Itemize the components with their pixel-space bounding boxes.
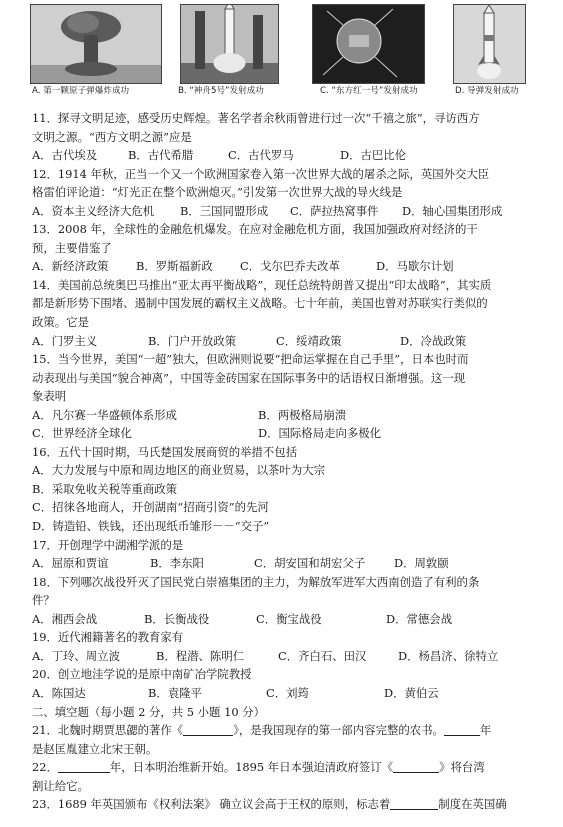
caption-b: B. “神舟5号”发射成功 bbox=[178, 86, 264, 96]
q12-option-c[interactable]: C．萨拉热窝事件 bbox=[290, 203, 379, 218]
q11-option-b[interactable]: B．古代希腊 bbox=[128, 148, 194, 163]
q11-option-c[interactable]: C．古代罗马 bbox=[228, 148, 294, 163]
q13-option-d[interactable]: D．马歇尔计划 bbox=[376, 259, 454, 274]
q15-option-a[interactable]: A．凡尔赛一华盛顿体系形成 bbox=[32, 407, 177, 422]
caption-a: A. 第一颗原子弹爆炸成功 bbox=[32, 86, 130, 96]
q16-option-d[interactable]: D．铸造铅、铁钱，还出现纸币雏形－－“交子” bbox=[32, 519, 270, 534]
q22-text-1: 22． bbox=[32, 760, 58, 775]
q18-stem: 18．下列哪次战役歼灭了国民党白崇禧集团的主力，为解放军进军大西南创造了有利的条 bbox=[32, 574, 480, 589]
q14-option-d[interactable]: D．冷战政策 bbox=[400, 333, 467, 348]
photo-dongfanghong-1 bbox=[312, 4, 425, 84]
q13-stem: 13．2008 年，全球性的金融危机爆发。在应对金融危机方面，我国加强政府对经济的干 bbox=[32, 222, 478, 237]
q14-stem-cont: 都是新形势下围堵、遏制中国发展的霸权主义战略。七十年前，美国也曾对苏联实行类似的 bbox=[32, 296, 488, 311]
q19-options bbox=[32, 647, 530, 666]
q16-option-b[interactable]: B．采取免收关税等重商政策 bbox=[32, 481, 178, 496]
q13-option-a[interactable]: A．新经济政策 bbox=[32, 259, 109, 274]
q11-option-a[interactable]: A．古代埃及 bbox=[32, 148, 98, 163]
q21-blank-1[interactable] bbox=[183, 723, 233, 736]
q21-line1 bbox=[32, 721, 530, 740]
q22-blank-1[interactable] bbox=[58, 760, 110, 773]
q18-option-b[interactable]: B．长衡战役 bbox=[144, 611, 210, 626]
q14-option-b[interactable]: B．门户开放政策 bbox=[148, 333, 237, 348]
q12-options bbox=[32, 202, 530, 221]
caption-d: D. 导弹发射成功 bbox=[455, 86, 519, 96]
q17-option-c[interactable]: C．胡安国和胡宏父子 bbox=[254, 556, 366, 571]
q13-option-b[interactable]: B．罗斯福新政 bbox=[136, 259, 213, 274]
q15-options-row1 bbox=[32, 406, 530, 425]
q18-options bbox=[32, 610, 530, 629]
q20-option-c[interactable]: C．刘筠 bbox=[266, 685, 309, 700]
q18-option-c[interactable]: C．衡宝战役 bbox=[256, 611, 322, 626]
q16-option-a[interactable]: A．大力发展与中原和周边地区的商业贸易，以茶叶为大宗 bbox=[32, 463, 325, 478]
q12-stem-cont: 格雷伯评论道：“灯光正在整个欧洲熄灭。”引发第一次世界大战的导火线是 bbox=[32, 185, 403, 200]
q16-stem: 16．五代十国时期，马氏楚国发展商贸的举措不包括 bbox=[32, 444, 298, 459]
q22-line2: 割让给它。 bbox=[32, 778, 89, 793]
missile-image bbox=[454, 5, 525, 83]
q19-option-b[interactable]: B．程潜、陈明仁 bbox=[156, 648, 245, 663]
q15-stem-cont2: 象表明 bbox=[32, 389, 67, 404]
q22-text-2: 年，日本明治维新开始。1895 年日本强迫清政府签订《 bbox=[109, 760, 394, 775]
q13-option-c[interactable]: C．戈尔巴乔夫改革 bbox=[240, 259, 340, 274]
q15-stem: 15．当今世界，美国“一超”独大，但欧洲则说要“把命运掌握在自己手里”，日本也时而 bbox=[32, 352, 469, 367]
photo-strip bbox=[0, 0, 563, 106]
q13-stem-cont: 预，主要借鉴了 bbox=[32, 240, 112, 255]
q21-blank-2[interactable] bbox=[444, 723, 480, 736]
q23-text-2: 制度在英国确 bbox=[438, 797, 507, 812]
q12-stem: 12．1914 年秋，正当一个又一个欧洲国家卷入第一次世界大战的屠杀之际，英国外交大臣 bbox=[32, 166, 490, 181]
q11-stem: 11．探寻文明足迹，感受历史辉煌。著名学者余秋雨曾进行过一次“千禧之旅”，寻访西方 bbox=[32, 111, 480, 125]
q18-stem-cont: 件？ bbox=[32, 593, 55, 608]
q11-option-d[interactable]: D．古巴比伦 bbox=[340, 148, 407, 163]
q20-options bbox=[32, 684, 530, 703]
q15-option-b[interactable]: B．两极格局崩溃 bbox=[258, 407, 347, 422]
photo-missile bbox=[453, 4, 526, 84]
q16-option-c[interactable]: C．招徕各地商人，开创湖南“招商引资”的先河 bbox=[32, 500, 269, 515]
q23-text-1: 23．1689 年英国颁布《权利法案》 确立议会高于王权的原则，标志着 bbox=[32, 797, 391, 812]
q12-option-b[interactable]: B．三国同盟形成 bbox=[180, 203, 269, 218]
q20-option-b[interactable]: B．袁隆平 bbox=[148, 685, 202, 700]
q20-option-a[interactable]: A．陈国达 bbox=[32, 685, 86, 700]
q17-option-a[interactable]: A．屈原和贾谊 bbox=[32, 556, 109, 571]
q15-options-row2 bbox=[32, 424, 530, 443]
q11-options bbox=[32, 146, 530, 165]
q19-option-a[interactable]: A．丁玲、周立波 bbox=[32, 648, 120, 663]
q17-option-b[interactable]: B．李东阳 bbox=[150, 556, 204, 571]
q13-options bbox=[32, 257, 530, 276]
q18-option-a[interactable]: A．湘西会战 bbox=[32, 611, 98, 626]
q12-option-a[interactable]: A．资本主义经济大危机 bbox=[32, 203, 155, 218]
q15-stem-cont: 动表现出与美国“貌合神离”，中国等金砖国家在国际事务中的话语权日渐增强。这一现 bbox=[32, 370, 466, 385]
q14-stem: 14．美国前总统奥巴马推出“亚太再平衡战略”，现任总统特朗普又提出“印太战略”，其实质 bbox=[32, 277, 492, 292]
photo-atomic-bomb bbox=[30, 4, 162, 84]
section-2-heading: 二、填空题（每小题 2 分，共 5 小题 10 分） bbox=[32, 704, 265, 719]
satellite-image bbox=[313, 5, 424, 83]
q22-text-3: 》将台湾 bbox=[439, 760, 485, 775]
mushroom-cloud-image bbox=[31, 5, 161, 83]
q23-blank-1[interactable] bbox=[390, 797, 438, 810]
photo-shenzhou-5 bbox=[180, 4, 279, 84]
q17-stem: 17．开创理学中湖湘学派的是 bbox=[32, 537, 184, 552]
q22-blank-2[interactable] bbox=[393, 760, 439, 773]
question-list bbox=[32, 109, 530, 814]
q18-option-d[interactable]: D．常德会战 bbox=[386, 611, 453, 626]
q21-line2: 是赵匡胤建立北宋王朝。 bbox=[32, 741, 158, 756]
q14-option-a[interactable]: A．门罗主义 bbox=[32, 333, 98, 348]
rocket-launch-image bbox=[181, 5, 278, 83]
q22-line1 bbox=[32, 758, 530, 777]
q17-options bbox=[32, 554, 530, 573]
q23-line1 bbox=[32, 795, 530, 814]
q19-stem: 19．近代湘籍著名的教育家有 bbox=[32, 630, 184, 645]
q19-option-d[interactable]: D．杨昌济、徐特立 bbox=[398, 648, 499, 663]
q20-stem: 20．创立地洼学说的是原中南矿冶学院教授 bbox=[32, 667, 252, 682]
q11-stem-cont: 文明之源。“西方文明之源”应是 bbox=[32, 129, 192, 144]
q14-option-c[interactable]: C．绥靖政策 bbox=[276, 333, 342, 348]
q21-text-2: 》，是我国现存的第一部内容完整的农书。 bbox=[233, 723, 444, 738]
q14-options bbox=[32, 332, 530, 351]
q21-text-1: 21．北魏时期贾思勰的著作《 bbox=[32, 723, 184, 738]
q17-option-d[interactable]: D．周敦颐 bbox=[394, 556, 449, 571]
q21-text-3: 年 bbox=[479, 723, 492, 738]
caption-c: C. “东方红一号”发射成功 bbox=[320, 86, 418, 96]
q14-stem-cont2: 政策。它是 bbox=[32, 315, 89, 330]
q15-option-d[interactable]: D．国际格局走向多极化 bbox=[258, 426, 382, 441]
q20-option-d[interactable]: D．黄伯云 bbox=[384, 685, 439, 700]
q15-option-c[interactable]: C．世界经济全球化 bbox=[32, 426, 132, 441]
q19-option-c[interactable]: C．齐白石、田汉 bbox=[278, 648, 367, 663]
q12-option-d[interactable]: D．轴心国集团形成 bbox=[402, 203, 503, 218]
